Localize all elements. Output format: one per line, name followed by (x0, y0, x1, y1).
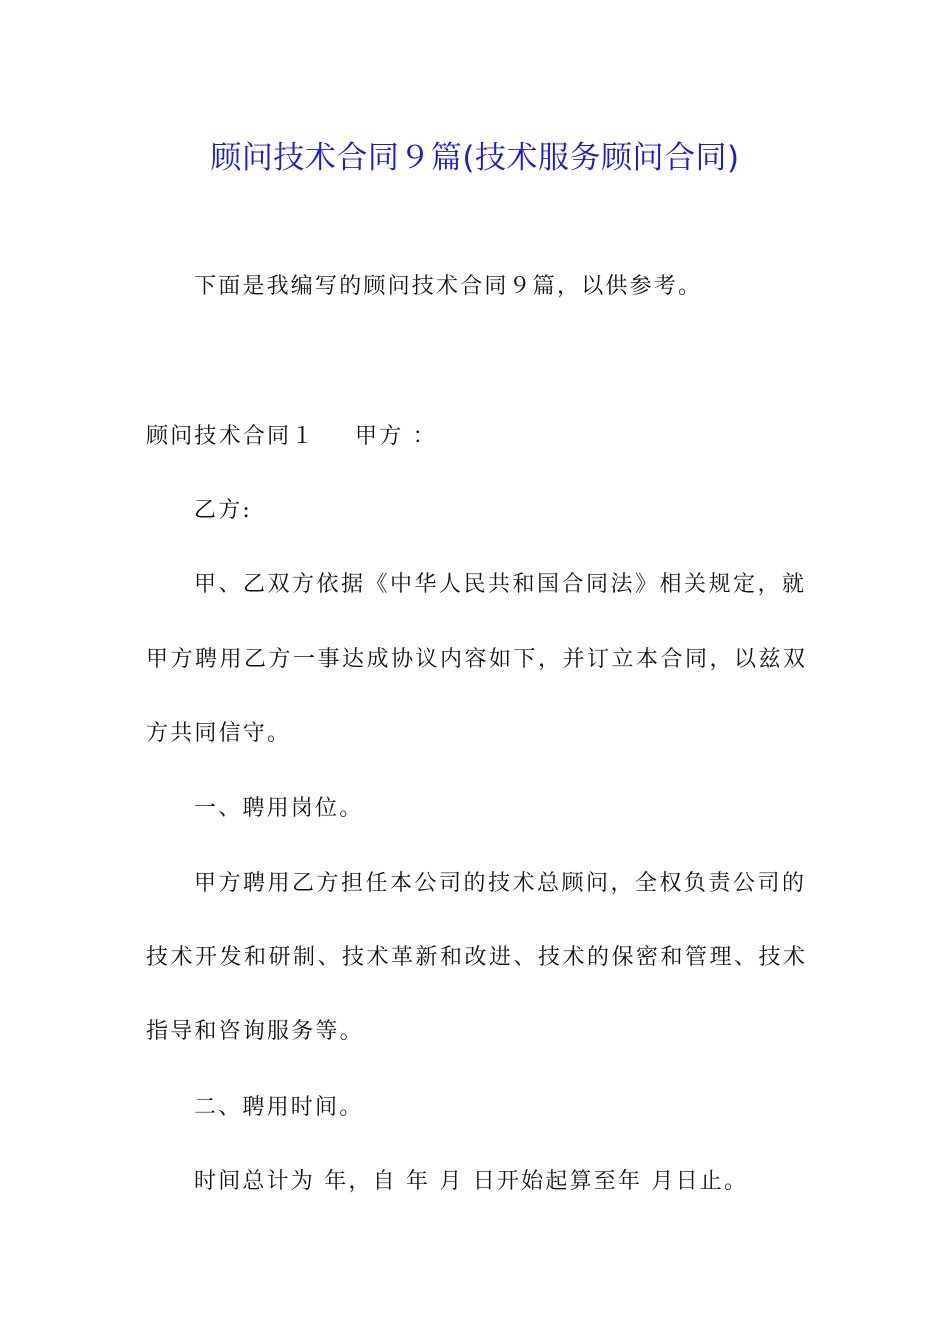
paragraph-line: 技术开发和研制、技术革新和改进、技术的保密和管理、技术 (146, 945, 808, 970)
section-heading-row (146, 422, 315, 452)
paragraph-line: 甲方聘用乙方一事达成协议内容如下，并订立本合同，以兹双 (146, 647, 808, 672)
paragraph-line: 时间总计为 年，自 年 月 日开始起算至年 月日止。 (194, 1169, 749, 1194)
paragraph-line: 方共同信守。 (146, 721, 292, 746)
party-a-label: 甲方 ： (355, 424, 437, 449)
paragraph-line: 甲、乙双方依据《中华人民共和国合同法》相关规定，就 (194, 572, 807, 597)
document-title: 顾问技术合同９篇(技术服务顾问合同) (210, 140, 740, 176)
party-b-label: 乙方: (194, 498, 253, 523)
item-heading: 二、聘用时间。 (194, 1095, 364, 1120)
paragraph-line: 指导和咨询服务等。 (146, 1019, 364, 1044)
item-heading: 一、聘用岗位。 (194, 796, 364, 821)
section-heading: 顾问技术合同１ (146, 424, 316, 449)
paragraph-line: 甲方聘用乙方担任本公司的技术总顾问，全权负责公司的 (194, 871, 807, 896)
intro-paragraph: 下面是我编写的顾问技术合同９篇，以供参考。 (194, 274, 703, 299)
